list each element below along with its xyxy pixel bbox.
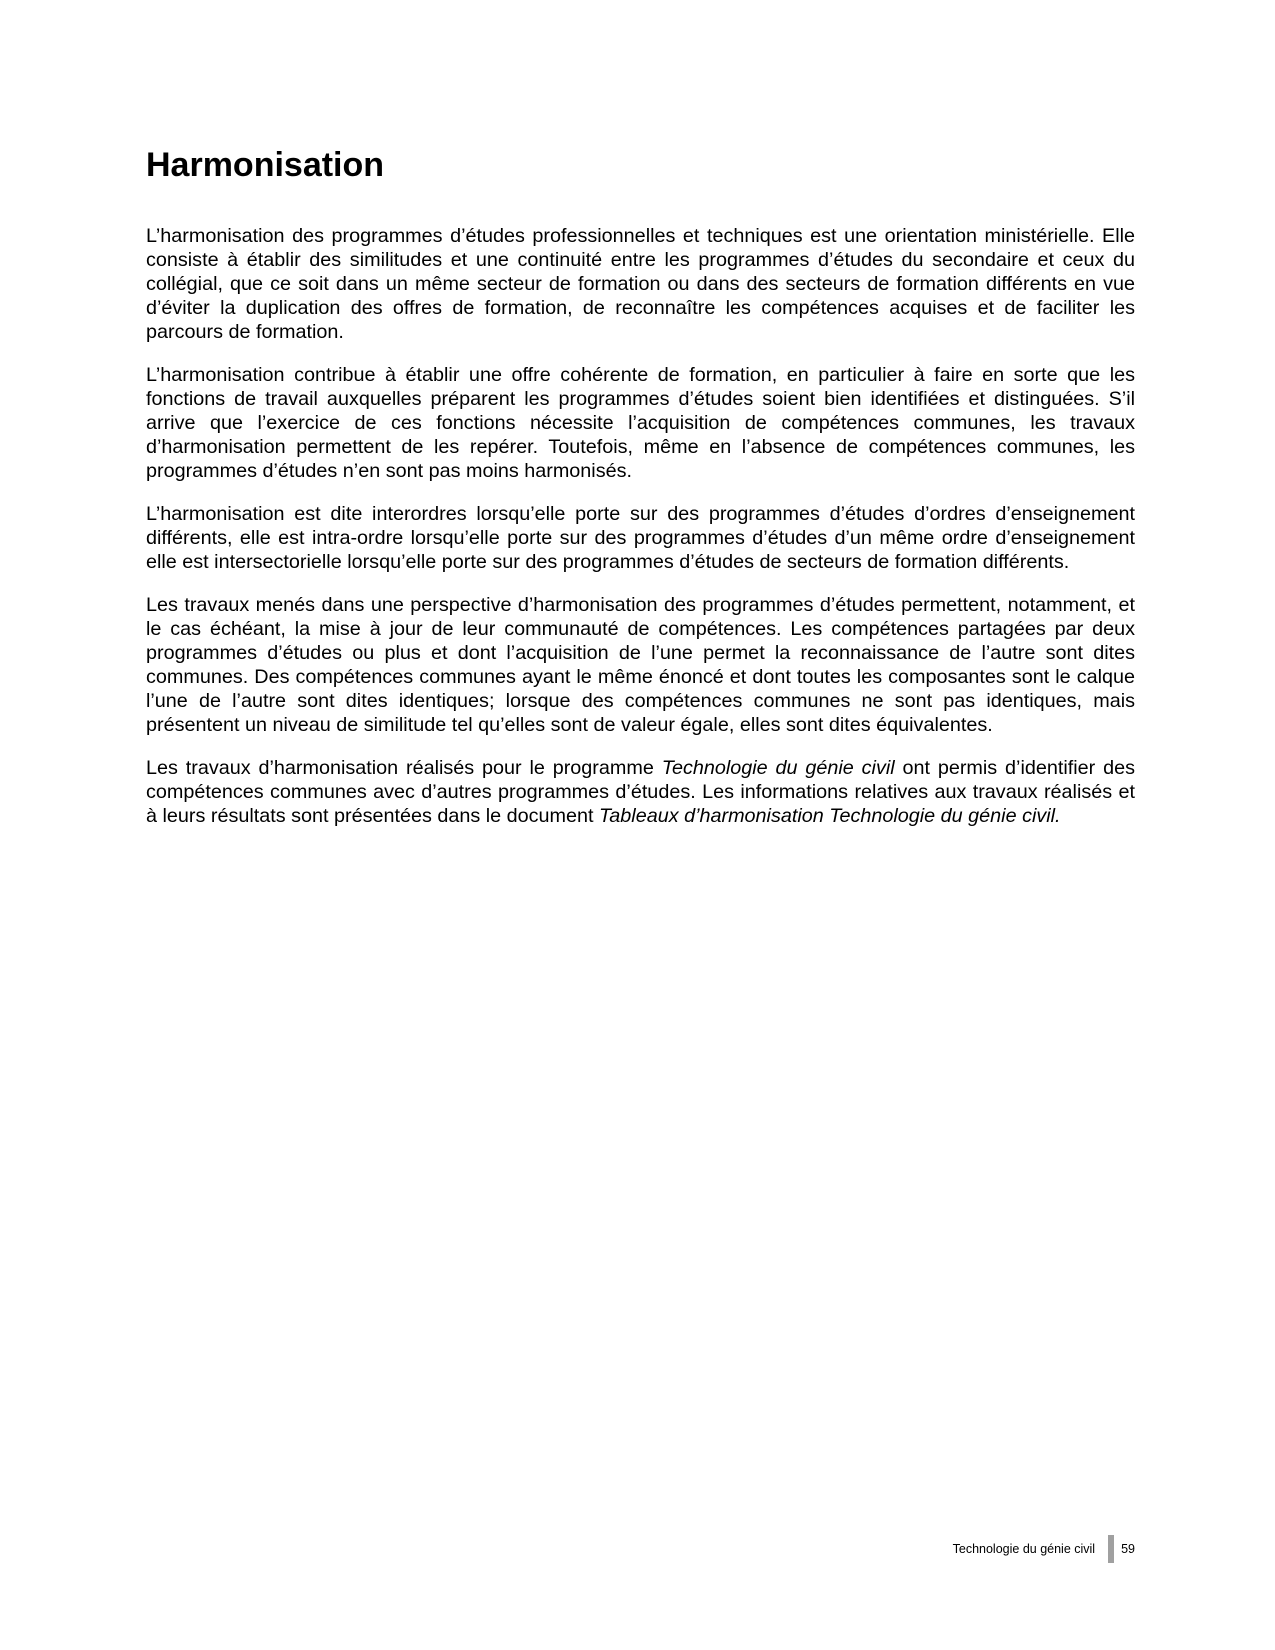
footer-running-title: Technologie du génie civil [952,1541,1096,1556]
footer-divider-bar [1108,1535,1114,1563]
text-run: L’harmonisation est dite interordres lorsqu’elle porte sur des programmes d’études d’ordres d’enseignement différents, elle est intra-ordre lorsqu’elle porte sur des programmes d’études d’un même ordre d’enseignement elle est intersectorielle lorsqu’elle porte sur des programmes d’études de secteurs de formation différents. [146,503,1135,573]
page-footer [953,1535,1135,1563]
text-run: Les travaux menés dans une perspective d’harmonisation des programmes d’études permettent, notamment, et le cas échéant, la mise à jour de leur communauté de compétences. Les compétences partagées par deux programmes d’études ou plus et dont l’acquisition de l’une permet la reconnaissance de l’autre sont dites communes. Des compétences communes ayant le même énoncé et dont toutes les composantes sont le calque l’une de l’autre sont dites identiques; lorsque des compétences communes ne sont pas identiques, mais présentent un niveau de similitude tel qu’elles sont de valeur égale, elles sont dites équivalentes. [146,594,1135,736]
text-run: Les travaux d’harmonisation réalisés pour le programme [146,757,662,779]
paragraph-5 [146,756,1135,828]
italic-text-run: Technologie du génie civil [661,757,895,779]
page-title: Harmonisation [146,146,385,184]
paragraph-1 [146,224,1135,344]
italic-text-run: Tableaux d’harmonisation Technologie du génie civil. [599,805,1061,827]
text-run: L’harmonisation contribue à établir une offre cohérente de formation, en particulier à faire en sorte que les fonctions de travail auxquelles préparent les programmes d’études soient bien identifiées et distinguées. S’il arrive que l’exercice de ces fonctions nécessite l’acquisition de compétences communes, les travaux d’harmonisation permettent de les repérer. Toutefois, même en l’absence de compétences communes, les programmes d’études n’en sont pas moins harmonisés. [146,364,1135,482]
text-run: ont permis d’identifier des compétences communes avec d’autres programmes d’études. Les informations relatives aux travaux réalisés et à leurs résultats sont présentées dans le document [146,757,1135,827]
text-run: L’harmonisation des programmes d’études professionnelles et techniques est une orientation ministérielle. Elle consiste à établir des similitudes et une continuité entre les programmes d’études du secondaire et ceux du collégial, que ce soit dans un même secteur de formation ou dans des secteurs de formation différents en vue d’éviter la duplication des offres de formation, de reconnaître les compétences acquises et de faciliter les parcours de formation. [146,225,1135,343]
paragraph-4 [146,593,1135,737]
document-body [146,146,1135,847]
paragraph-3 [146,502,1135,574]
footer-page-number: 59 [1121,1541,1135,1556]
paragraph-2 [146,363,1135,483]
